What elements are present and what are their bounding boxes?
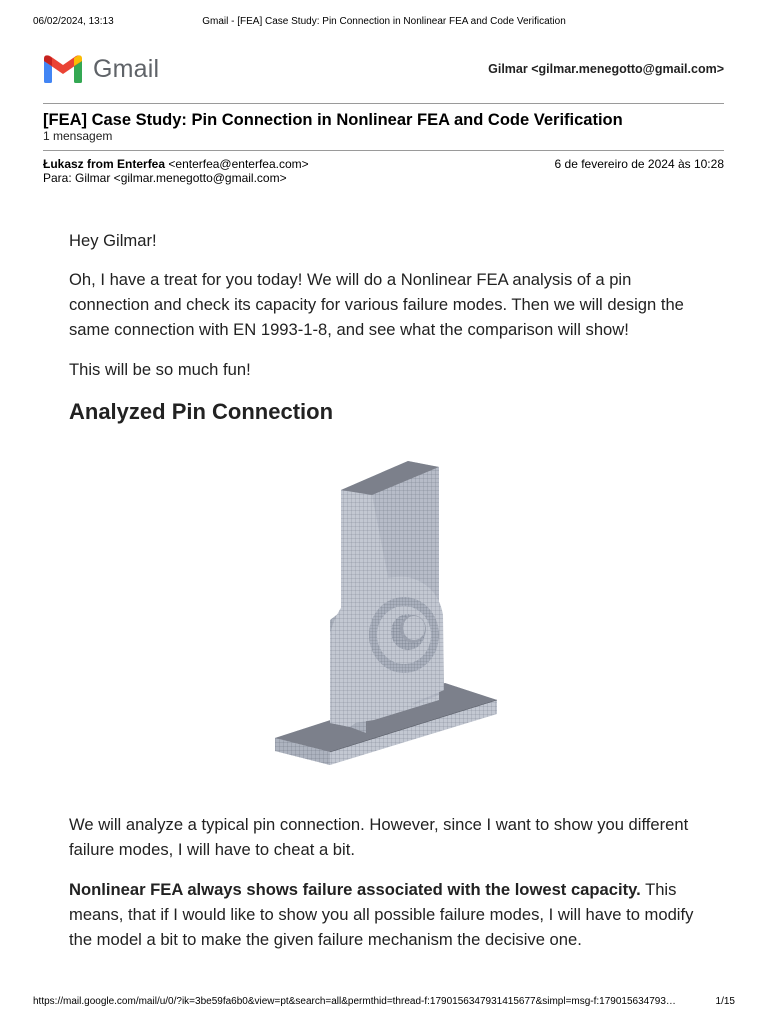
account-label: Gilmar <gilmar.menegotto@gmail.com> [488, 62, 724, 76]
sent-date: 6 de fevereiro de 2024 às 10:28 [554, 157, 724, 171]
recipient-line: Para: Gilmar <gilmar.menegotto@gmail.com> [43, 171, 287, 185]
page-number: 1/15 [715, 996, 735, 1007]
divider [43, 103, 724, 104]
pin-connection-mesh-model [268, 455, 504, 775]
intro-paragraph: Oh, I have a treat for you today! We will do a Nonlinear FEA analysis of a pin connection and check its capacity for various failure modes. Then we will design the same connection with EN 1993-1-8, and see what the comparison will show! [69, 270, 684, 339]
gmail-wordmark: Gmail [93, 54, 160, 83]
fun-paragraph: This will be so much fun! [69, 360, 251, 379]
section-heading: Analyzed Pin Connection [69, 399, 334, 424]
followup-text: This means, that if I would like to show you all possible failure modes, I will have to modify the model a bit to make the given failure mechanism the decisive one. [69, 880, 694, 949]
pin-connection-figure [268, 455, 504, 775]
sender-name: Łukasz from Enterfea [43, 157, 166, 171]
gmail-logo [43, 55, 159, 83]
print-datetime: 06/02/2024, 13:13 [33, 16, 114, 27]
greeting: Hey Gilmar! [69, 231, 157, 250]
email-subject: [FEA] Case Study: Pin Connection in Nonlinear FEA and Code Verification [43, 111, 623, 129]
divider [43, 150, 724, 151]
sender-line [43, 157, 309, 171]
page-url: https://mail.google.com/mail/u/0/?ik=3be59fa6b0&view=pt&search=all&permthid=thread-f:1790156347931415677&simpl=msg-f:179015634793… [33, 996, 676, 1007]
failure-paragraph [69, 877, 699, 952]
print-title: Gmail - [FEA] Case Study: Pin Connection in Nonlinear FEA and Code Verification [202, 16, 566, 27]
sender-address: <enterfea@enterfea.com> [168, 157, 309, 171]
gmail-m-icon [43, 55, 83, 83]
message-count: 1 mensagem [43, 129, 113, 143]
bold-statement: Nonlinear FEA always shows failure associated with the lowest capacity. [69, 880, 641, 899]
analysis-paragraph: We will analyze a typical pin connection. However, since I want to show you different failure modes, I will have to cheat a bit. [69, 815, 689, 859]
